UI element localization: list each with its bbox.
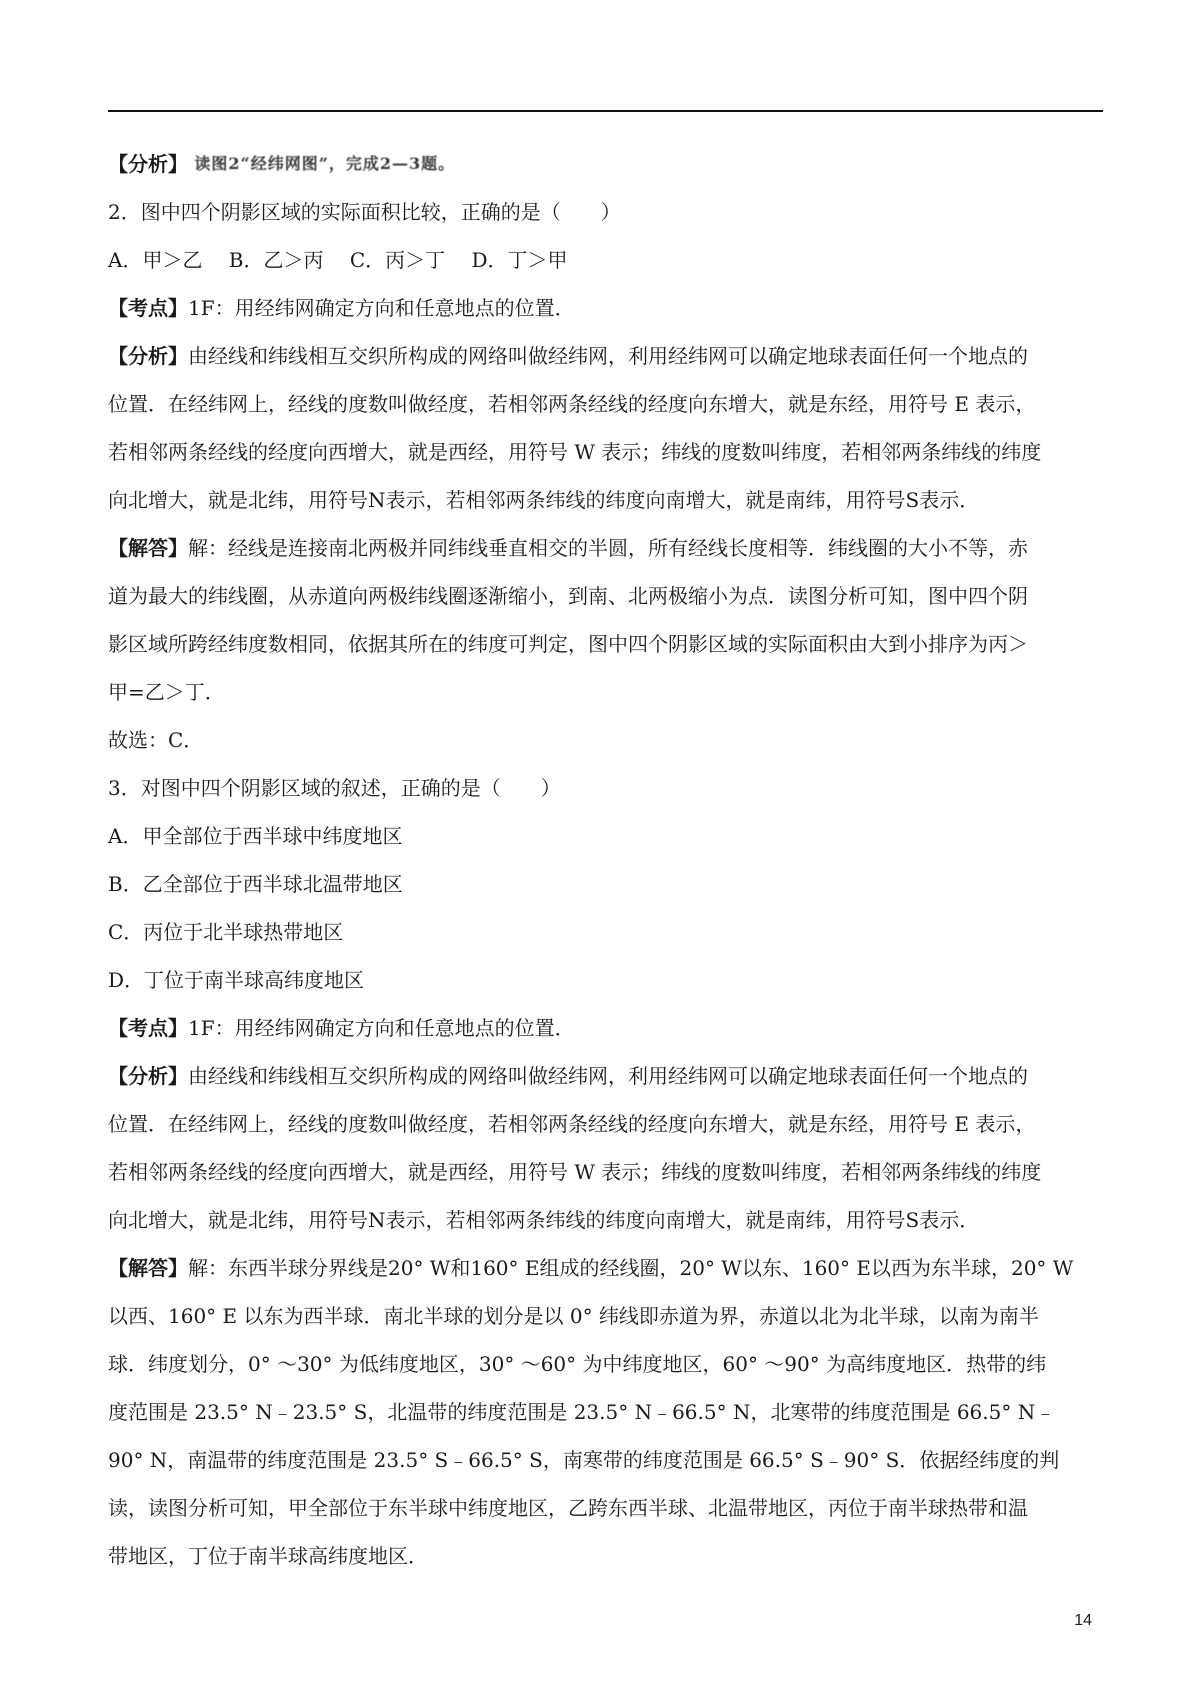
embedded-image-text: 读图2“经纬网图”，完成2—3题。 bbox=[194, 154, 456, 173]
section-tag: 【分析】 bbox=[108, 1064, 188, 1088]
text-line bbox=[108, 1100, 1103, 1148]
line-text: 解：经线是连接南北两极并同纬线垂直相交的半圆，所有经线长度相等．纬线圈的大小不等，赤 bbox=[188, 536, 1028, 560]
text-line bbox=[108, 524, 1103, 572]
text-line bbox=[108, 956, 1103, 1004]
line-text: 若相邻两条经线的经度向西增大，就是西经，用符号 W 表示；纬线的度数叫纬度，若相邻两条纬线的纬度 bbox=[108, 1160, 1042, 1184]
line-text: 1F：用经纬网确定方向和任意地点的位置． bbox=[188, 1016, 575, 1040]
text-line bbox=[108, 1148, 1103, 1196]
text-line bbox=[108, 716, 1103, 764]
header-rule bbox=[108, 110, 1103, 112]
text-line bbox=[108, 188, 1103, 236]
line-text: 1F：用经纬网确定方向和任意地点的位置． bbox=[188, 296, 575, 320]
line-text: 解：东西半球分界线是20° W和160° E组成的经线圈，20° W以东、160° E以西为东半球，20° W bbox=[188, 1256, 1074, 1280]
line-text: 故选：C． bbox=[108, 728, 204, 752]
analysis-header-line bbox=[108, 140, 1103, 188]
line-text: A．甲＞乙 B．乙＞丙 C．丙＞丁 D．丁＞甲 bbox=[108, 248, 568, 272]
text-line bbox=[108, 428, 1103, 476]
line-text: 道为最大的纬线圈，从赤道向两极纬线圈逐渐缩小，到南、北两极缩小为点．读图分析可知，图中四个阴 bbox=[108, 584, 1028, 608]
line-text: C．丙位于北半球热带地区 bbox=[108, 920, 344, 944]
text-line bbox=[108, 620, 1103, 668]
text-line bbox=[108, 1340, 1103, 1388]
section-tag: 【解答】 bbox=[108, 1256, 188, 1280]
line-text: D．丁位于南半球高纬度地区 bbox=[108, 968, 365, 992]
line-text: 向北增大，就是北纬，用符号N表示，若相邻两条纬线的纬度向南增大，就是南纬，用符号S表示． bbox=[108, 1208, 980, 1232]
page-number: 14 bbox=[1074, 1612, 1092, 1629]
text-line bbox=[108, 668, 1103, 716]
text-line bbox=[108, 1436, 1103, 1484]
line-text: 读，读图分析可知，甲全部位于东半球中纬度地区，乙跨东西半球、北温带地区，丙位于南半球热带和温 bbox=[108, 1496, 1028, 1520]
line-text: 由经线和纬线相互交织所构成的网络叫做经纬网，利用经纬网可以确定地球表面任何一个地点的 bbox=[188, 1064, 1028, 1088]
section-tag: 【考点】 bbox=[108, 296, 188, 320]
line-text: 2．图中四个阴影区域的实际面积比较，正确的是（ ） bbox=[108, 200, 621, 224]
analysis-tag: 【分析】 bbox=[108, 152, 188, 176]
text-lines bbox=[108, 188, 1103, 1580]
line-text: 甲=乙＞丁． bbox=[108, 680, 225, 704]
text-line bbox=[108, 236, 1103, 284]
text-line bbox=[108, 812, 1103, 860]
text-line bbox=[108, 1292, 1103, 1340]
text-line bbox=[108, 860, 1103, 908]
line-text: 位置．在经纬网上，经线的度数叫做经度，若相邻两条经线的经度向东增大，就是东经，用符号 E 表示， bbox=[108, 1112, 1036, 1136]
text-line bbox=[108, 1004, 1103, 1052]
line-text: 向北增大，就是北纬，用符号N表示，若相邻两条纬线的纬度向南增大，就是南纬，用符号S表示． bbox=[108, 488, 980, 512]
line-text: 若相邻两条经线的经度向西增大，就是西经，用符号 W 表示；纬线的度数叫纬度，若相邻两条纬线的纬度 bbox=[108, 440, 1042, 464]
section-tag: 【分析】 bbox=[108, 344, 188, 368]
line-text: 带地区，丁位于南半球高纬度地区． bbox=[108, 1544, 428, 1568]
document-body bbox=[108, 140, 1103, 1580]
line-text: B．乙全部位于西半球北温带地区 bbox=[108, 872, 403, 896]
line-text: 由经线和纬线相互交织所构成的网络叫做经纬网，利用经纬网可以确定地球表面任何一个地点的 bbox=[188, 344, 1028, 368]
text-line bbox=[108, 284, 1103, 332]
line-text: 球．纬度划分，0° ～30° 为低纬度地区，30° ～60° 为中纬度地区，60° ～90° 为高纬度地区．热带的纬 bbox=[108, 1352, 1047, 1376]
section-tag: 【解答】 bbox=[108, 536, 188, 560]
line-text: 90° N，南温带的纬度范围是 23.5° S﹣66.5° S，南寒带的纬度范围是 66.5° S﹣90° S．依据经纬度的判 bbox=[108, 1448, 1060, 1472]
line-text: 影区域所跨经纬度数相同，依据其所在的纬度可判定，图中四个阴影区域的实际面积由大到小排序为丙＞ bbox=[108, 632, 1028, 656]
text-line bbox=[108, 1532, 1103, 1580]
line-text: 3．对图中四个阴影区域的叙述，正确的是（ ） bbox=[108, 776, 561, 800]
text-line bbox=[108, 572, 1103, 620]
text-line bbox=[108, 1484, 1103, 1532]
line-text: 度范围是 23.5° N﹣23.5° S，北温带的纬度范围是 23.5° N﹣66.5° N，北寒带的纬度范围是 66.5° N﹣ bbox=[108, 1400, 1056, 1424]
line-text: 以西、160° E 以东为西半球．南北半球的划分是以 0° 纬线即赤道为界，赤道以北为北半球，以南为南半 bbox=[108, 1304, 1039, 1328]
text-line bbox=[108, 476, 1103, 524]
text-line bbox=[108, 1052, 1103, 1100]
text-line bbox=[108, 332, 1103, 380]
text-line bbox=[108, 908, 1103, 956]
line-text: A．甲全部位于西半球中纬度地区 bbox=[108, 824, 403, 848]
text-line bbox=[108, 380, 1103, 428]
text-line bbox=[108, 1196, 1103, 1244]
text-line bbox=[108, 1388, 1103, 1436]
text-line bbox=[108, 764, 1103, 812]
text-line bbox=[108, 1244, 1103, 1292]
line-text: 位置．在经纬网上，经线的度数叫做经度，若相邻两条经线的经度向东增大，就是东经，用符号 E 表示， bbox=[108, 392, 1036, 416]
section-tag: 【考点】 bbox=[108, 1016, 188, 1040]
